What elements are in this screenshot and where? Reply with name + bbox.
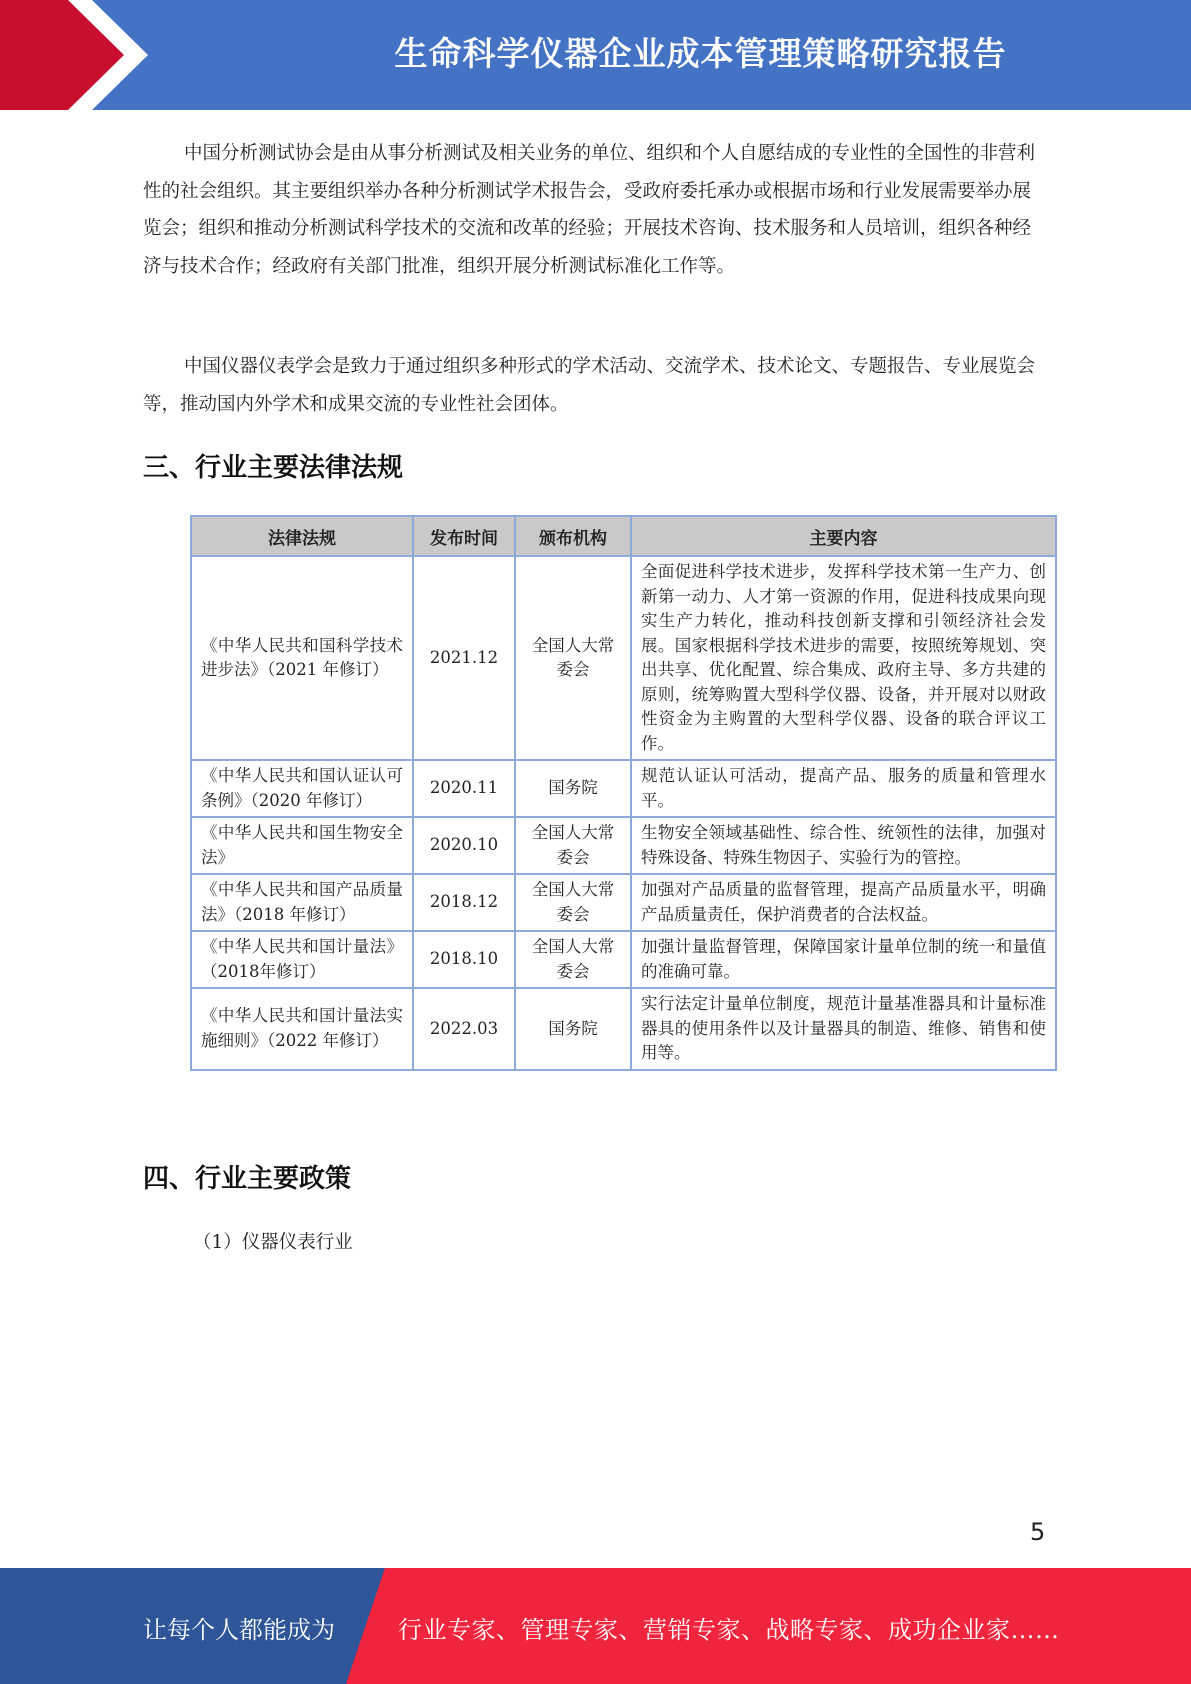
issuer-cell: 国务院 bbox=[515, 760, 631, 817]
date-cell: 2020.10 bbox=[413, 817, 515, 874]
table-row bbox=[191, 931, 1056, 988]
table-row bbox=[191, 760, 1056, 817]
page-number: 5 bbox=[1030, 1518, 1046, 1546]
issuer-cell: 全国人大常委会 bbox=[515, 556, 631, 760]
content-cell: 全面促进科学技术进步，发挥科学技术第一生产力、创新第一动力、人才第一资源的作用，促进科技成果向现实生产力转化，推动科技创新支撑和引领经济社会发展。国家根据科学技术进步的需要，按照统筹规划、突出共享、优化配置、综合集成、政府主导、多方共建的原则，统筹购置大型科学仪器、设备，并开展对以财政性资金为主购置的大型科学仪器、设备的联合评议工作。 bbox=[631, 556, 1056, 760]
report-title: 生命科学仪器企业成本管理策略研究报告 bbox=[394, 34, 1007, 73]
body-paragraph-1 bbox=[143, 135, 1048, 285]
table-row bbox=[191, 988, 1056, 1070]
issuer-cell: 全国人大常委会 bbox=[515, 931, 631, 988]
paragraph-text: 中国仪器仪表学会是致力于通过组织多种形式的学术活动、交流学术、技术论文、专题报告、专业展览会等，推动国内外学术和成果交流的专业性社会团体。 bbox=[143, 356, 1036, 415]
issuer-cell: 国务院 bbox=[515, 988, 631, 1070]
issuer-cell: 全国人大常委会 bbox=[515, 874, 631, 931]
table-row bbox=[191, 817, 1056, 874]
law-name-cell: 《中华人民共和国计量法》（2018年修订） bbox=[191, 931, 413, 988]
law-name-cell: 《中华人民共和国认证认可条例》（2020 年修订） bbox=[191, 760, 413, 817]
issuer-cell: 全国人大常委会 bbox=[515, 817, 631, 874]
table-row bbox=[191, 556, 1056, 760]
section-heading-4 bbox=[143, 1158, 1048, 1195]
header-chevron-decoration bbox=[0, 0, 150, 110]
content-cell: 加强对产品质量的监督管理，提高产品质量水平，明确产品质量责任，保护消费者的合法权益。 bbox=[631, 874, 1056, 931]
law-name-cell: 《中华人民共和国生物安全法》 bbox=[191, 817, 413, 874]
paragraph-text: 中国分析测试协会是由从事分析测试及相关业务的单位、组织和个人自愿结成的专业性的全国性的非营利性的社会组织。其主要组织举办各种分析测试学术报告会，受政府委托承办或根据市场和行业发展需要举办展览会；组织和推动分析测试科学技术的交流和改革的经验；开展技术咨询、技术服务和人员培训，组织各种经济与技术合作；经政府有关部门批准，组织开展分析测试标准化工作等。 bbox=[143, 143, 1036, 277]
date-cell: 2022.03 bbox=[413, 988, 515, 1070]
content-cell: 加强计量监督管理，保障国家计量单位制的统一和量值的准确可靠。 bbox=[631, 931, 1056, 988]
column-header: 法律法规 bbox=[191, 516, 413, 556]
law-name-cell: 《中华人民共和国产品质量法》（2018 年修订） bbox=[191, 874, 413, 931]
page-header bbox=[0, 0, 1191, 110]
date-cell: 2018.10 bbox=[413, 931, 515, 988]
footer-slogan-right: 行业专家、管理专家、营销专家、战略专家、成功企业家…… bbox=[398, 1616, 1060, 1644]
content-cell: 生物安全领域基础性、综合性、统领性的法律，加强对特殊设备、特殊生物因子、实验行为的管控。 bbox=[631, 817, 1056, 874]
section-heading-3 bbox=[143, 447, 1048, 484]
footer-slogan-left: 让每个人都能成为 bbox=[143, 1616, 335, 1644]
sub-heading: （1）仪器仪表行业 bbox=[193, 1232, 353, 1253]
heading-text: 三、行业主要法律法规 bbox=[143, 453, 404, 483]
content-cell: 实行法定计量单位制度，规范计量基准器具和计量标准器具的使用条件以及计量器具的制造、维修、销售和使用等。 bbox=[631, 988, 1056, 1070]
column-header: 颁布机构 bbox=[515, 516, 631, 556]
date-cell: 2018.12 bbox=[413, 874, 515, 931]
heading-text: 四、行业主要政策 bbox=[143, 1164, 352, 1194]
page-footer bbox=[0, 1568, 1191, 1684]
body-paragraph-2 bbox=[143, 348, 1048, 423]
content-cell: 规范认证认可活动，提高产品、服务的质量和管理水平。 bbox=[631, 760, 1056, 817]
table-header-row bbox=[191, 516, 1056, 556]
date-cell: 2020.11 bbox=[413, 760, 515, 817]
date-cell: 2021.12 bbox=[413, 556, 515, 760]
table-row bbox=[191, 874, 1056, 931]
laws-table bbox=[190, 515, 1057, 1071]
column-header: 发布时间 bbox=[413, 516, 515, 556]
law-name-cell: 《中华人民共和国科学技术进步法》（2021 年修订） bbox=[191, 556, 413, 760]
column-header: 主要内容 bbox=[631, 516, 1056, 556]
law-name-cell: 《中华人民共和国计量法实施细则》（2022 年修订） bbox=[191, 988, 413, 1070]
